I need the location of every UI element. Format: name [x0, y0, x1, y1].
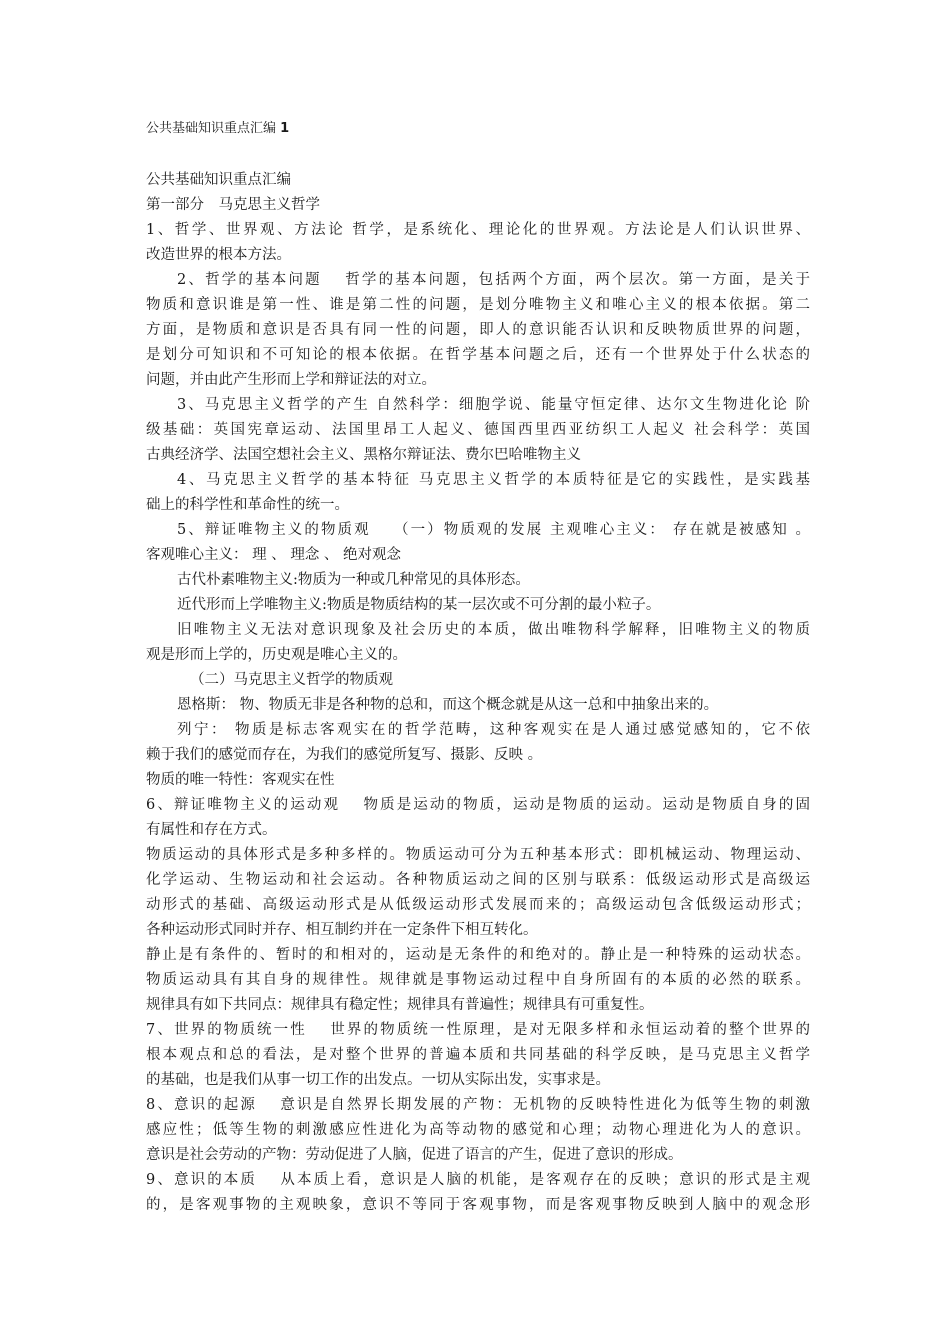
text-line: 古典经济学、法国空想社会主义、黑格尔辩证法、费尔巴哈唯物主义	[146, 447, 581, 463]
running-header	[146, 121, 289, 137]
text-line: 客观唯心主义： 理 、 理念 、 绝对观念	[146, 547, 402, 563]
text-line: 恩格斯： 物、物质无非是各种物的总和，而这个概念就是从这一总和中抽象出来的。	[177, 697, 719, 713]
text-line: 近代形而上学唯物主义:物质是物质结构的某一层次或不可分割的最小粒子。	[177, 597, 661, 613]
text-line: 的，是客观事物的主观映象，意识不等同于客观事物，而是客观事物反映到人脑中的观念形	[146, 1197, 810, 1213]
text-line: 公共基础知识重点汇编	[146, 172, 291, 188]
text-line: 础上的科学性和革命性的统一。	[146, 497, 349, 513]
text-line: 物质的唯一特性：客观实在性	[146, 772, 335, 788]
text-line: 8、意识的起源 意识是自然界长期发展的产物：无机物的反映特性进化为低等生物的刺激	[146, 1097, 810, 1113]
text-line: 6、辩证唯物主义的运动观 物质是运动的物质，运动是物质的运动。运动是物质自身的固	[146, 797, 810, 813]
running-header-title: 公共基础知识重点汇编	[146, 121, 277, 136]
text-line: 静止是有条件的、暂时的和相对的，运动是无条件的和绝对的。静止是一种特殊的运动状态。	[146, 947, 810, 963]
text-line: 5、辩证唯物主义的物质观 （一）物质观的发展 主观唯心主义： 存在就是被感知 。	[177, 522, 810, 538]
text-line: 感应性；低等生物的刺激感应性进化为高等动物的感觉和心理；动物心理进化为人的意识。	[146, 1122, 810, 1138]
text-line: 意识是社会劳动的产物：劳动促进了人脑，促进了语言的产生，促进了意识的形成。	[146, 1147, 683, 1163]
text-line: 物质运动具有其自身的规律性。规律就是事物运动过程中自身所固有的本质的必然的联系。	[146, 972, 810, 988]
text-line: 赖于我们的感觉而存在，为我们的感觉所复写、摄影、反映 。	[146, 747, 543, 763]
text-line: 化学运动、生物运动和社会运动。各种物质运动之间的区别与联系：低级运动形式是高级运	[146, 872, 810, 888]
text-line: 列宁： 物质是标志客观实在的哲学范畴，这种客观实在是人通过感觉感知的，它不依	[177, 722, 810, 738]
text-line: （二）马克思主义哲学的物质观	[190, 672, 393, 688]
text-line: 改造世界的根本方法。	[146, 247, 291, 263]
text-line: 各种运动形式同时并存、相互制约并在一定条件下相互转化。	[146, 922, 538, 938]
text-line: 3、马克思主义哲学的产生 自然科学：细胞学说、能量守恒定律、达尔文生物进化论 阶	[177, 397, 810, 413]
running-header-number: 1	[280, 121, 290, 136]
text-line: 的基础，也是我们从事一切工作的出发点。一切从实际出发，实事求是。	[146, 1072, 610, 1088]
text-line: 1、哲学、世界观、方法论 哲学，是系统化、理论化的世界观。方法论是人们认识世界、	[146, 222, 810, 238]
text-line: 规律具有如下共同点：规律具有稳定性；规律具有普遍性；规律具有可重复性。	[146, 997, 654, 1013]
text-line: 级基础：英国宪章运动、法国里昂工人起义、德国西里西亚纺织工人起义 社会科学：英国	[146, 422, 810, 438]
text-line: 方面，是物质和意识是否具有同一性的问题，即人的意识能否认识和反映物质世界的问题，	[146, 322, 810, 338]
text-line: 物质运动的具体形式是多种多样的。物质运动可分为五种基本形式：即机械运动、物理运动、	[146, 847, 810, 863]
text-line: 动形式的基础、高级运动形式是从低级运动形式发展而来的；高级运动包含低级运动形式；	[146, 897, 810, 913]
text-line: 古代朴素唯物主义:物质为一种或几种常见的具体形态。	[177, 572, 530, 588]
document-body	[146, 168, 810, 1218]
text-line: 4、马克思主义哲学的基本特征 马克思主义哲学的本质特征是它的实践性，是实践基	[177, 472, 810, 488]
text-line: 旧唯物主义无法对意识现象及社会历史的本质，做出唯物科学解释，旧唯物主义的物质	[177, 622, 810, 638]
text-line: 问题，并由此产生形而上学和辩证法的对立。	[146, 372, 436, 388]
text-line: 第一部分 马克思主义哲学	[146, 197, 320, 213]
text-line: 7、世界的物质统一性 世界的物质统一性原理，是对无限多样和永恒运动着的整个世界的	[146, 1022, 810, 1038]
text-line: 有属性和存在方式。	[146, 822, 277, 838]
text-line: 9、意识的本质 从本质上看，意识是人脑的机能，是客观存在的反映；意识的形式是主观	[146, 1172, 810, 1188]
text-line: 观是形而上学的，历史观是唯心主义的。	[146, 647, 407, 663]
text-line: 是划分可知识和不可知论的根本依据。在哲学基本问题之后，还有一个世界处于什么状态的	[146, 347, 810, 363]
text-line: 根本观点和总的看法，是对整个世界的普遍本质和共同基础的科学反映，是马克思主义哲学	[146, 1047, 810, 1063]
text-line: 2、哲学的基本问题 哲学的基本问题，包括两个方面，两个层次。第一方面，是关于	[177, 272, 810, 288]
text-line: 物质和意识谁是第一性、谁是第二性的问题，是划分唯物主义和唯心主义的根本依据。第二	[146, 297, 810, 313]
